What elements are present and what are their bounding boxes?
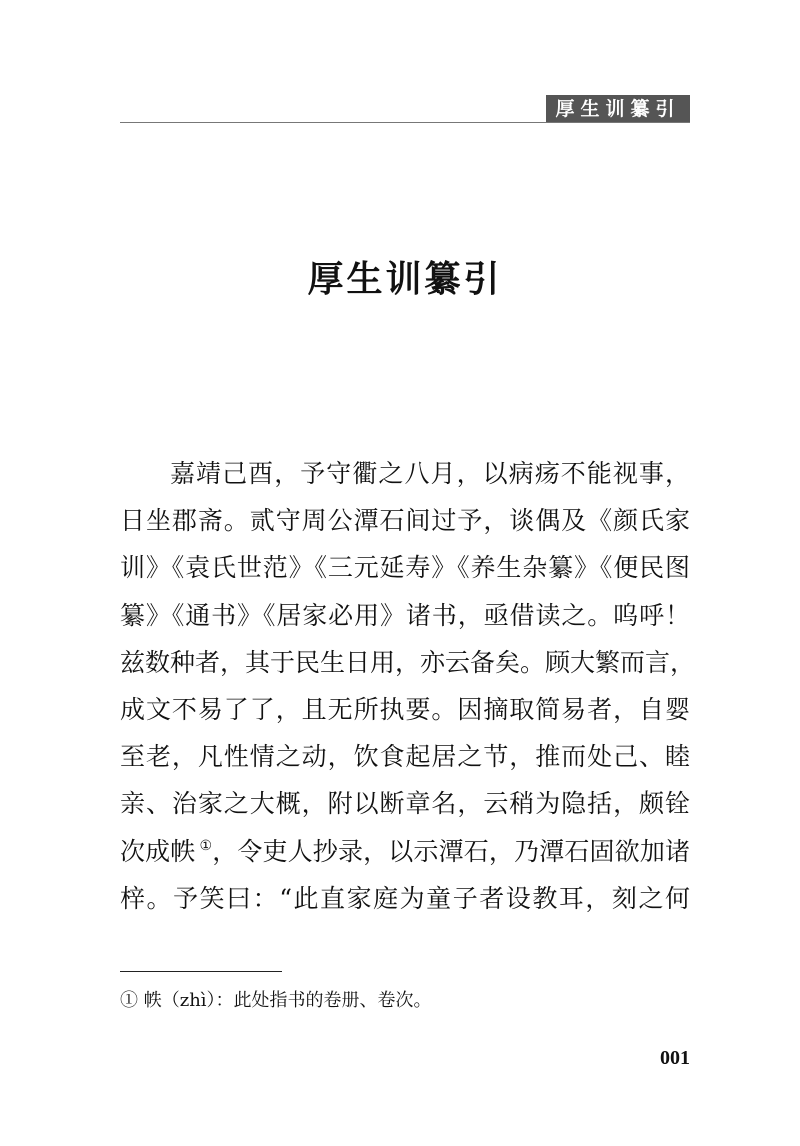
footnote-reference[interactable]: ①: [199, 837, 213, 854]
footnote-rule: [120, 971, 282, 972]
body-line-start: 次成帙: [120, 836, 196, 866]
running-header: 厚生训纂引: [546, 95, 690, 123]
page-number: 001: [660, 1047, 690, 1069]
body-line: 亲、治家之大概，附以断章名，云稍为隐括，颇铨: [120, 789, 690, 819]
body-line: 梓。予笑曰：“此直家庭为童子者设教耳，刻之何: [120, 883, 690, 913]
body-line: 成文不易了了，且无所执要。因摘取简易者，自婴: [120, 694, 690, 724]
body-text: [120, 450, 696, 922]
footnote: ① 帙（zhì）：此处指书的卷册、卷次。: [120, 990, 432, 1011]
body-line: 嘉靖己酉，予守衢之八月，以病疡不能视事，: [170, 459, 690, 488]
body-line: 日坐郡斋。贰守周公潭石间过予，谈偶及《颜氏家: [120, 506, 690, 536]
body-line: 至老，凡性情之动，饮食起居之节，推而处己、睦: [120, 742, 690, 772]
body-line: 兹数种者，其于民生日用，亦云备矣。顾大繁而言，: [120, 647, 696, 677]
header-rule: [120, 122, 690, 123]
body-line: 纂》《通书》《居家必用》诸书，亟借读之。呜呼！: [120, 600, 690, 630]
body-line: 训》《袁氏世范》《三元延寿》《养生杂纂》《便民图: [120, 553, 690, 583]
body-line: [120, 828, 690, 875]
chapter-title: 厚生训纂引: [307, 259, 503, 300]
body-line-end: ，令吏人抄录，以示潭石，乃潭石固欲加诸: [212, 836, 690, 866]
